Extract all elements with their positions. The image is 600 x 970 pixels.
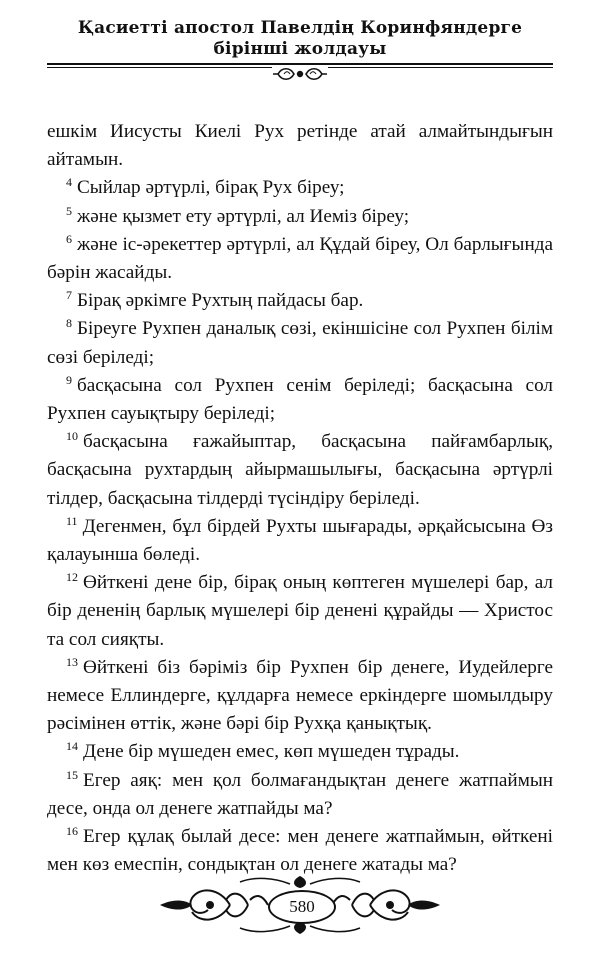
verse <box>47 738 553 766</box>
verse-text: Егер аяқ: мен қол болмағандықтан денеге жатпаймын десе, онда ол денеге жатпайды ма? <box>47 769 553 819</box>
verse <box>47 569 553 654</box>
verse-number: 9 <box>66 372 72 387</box>
verse <box>47 654 553 739</box>
verse <box>47 372 553 428</box>
verse-text: және қызмет ету әртүрлі, ал Иеміз біреу; <box>77 205 410 227</box>
verse-number: 12 <box>66 570 78 585</box>
verse-text: Егер құлақ былай десе: мен денеге жатпаймын, өйткені мен көз емеспін, сондықтан ол денеге жатады ма? <box>47 826 553 876</box>
verse-text: басқасына сол Рухпен сенім беріледі; басқасына сол Рухпен сауықтыру беріледі; <box>47 374 553 425</box>
verse-number: 11 <box>66 513 78 528</box>
continuation-paragraph: ешкім Иисусты Киелі Рух ретінде атай алмайтындығын айтамын. <box>47 121 553 171</box>
verse-number: 15 <box>66 767 78 782</box>
verse-number: 6 <box>66 231 72 246</box>
verse-text: басқасына ғажайыптар, басқасына пайғамбарлық, басқасына рухтардың айырмашылығы, басқасына әртүрлі тілдер, басқасына тілдерді түсіндіру беріледі. <box>47 431 553 509</box>
page-number: 580 <box>268 890 336 924</box>
page-footer <box>0 870 600 940</box>
header-ornament-icon <box>272 65 328 83</box>
verse <box>47 428 553 513</box>
verse-text: Дене бір мүшеден емес, көп мүшеден тұрады. <box>83 741 460 763</box>
verse <box>47 315 553 371</box>
verse-text: Өйткені дене бір, бірақ оның көптеген мүшелері бар, ал бір дененің барлық мүшелері бір денені құрайды — Христос та сол сияқты. <box>47 572 553 650</box>
verse-number: 7 <box>66 288 72 303</box>
verse-text: Сыйлар әртүрлі, бірақ Рух біреу; <box>77 177 345 199</box>
verse <box>47 174 553 202</box>
verse-number: 8 <box>66 316 72 331</box>
verse-number: 14 <box>66 739 78 754</box>
scripture-body <box>47 118 553 879</box>
header-title-line1: Қасиетті апостол Павелдің Коринфяндерге <box>77 18 523 38</box>
verse-text: және іс-әрекеттер әртүрлі, ал Құдай біреу, Ол барлығында бәрін жасайды. <box>47 233 553 284</box>
verse <box>47 203 553 231</box>
verse-text: Бірақ әркімге Рухтың пайдасы бар. <box>77 290 364 312</box>
verse-text: Дегенмен, бұл бірдей Рухты шығарады, әрқайсысына Өз қалауынша бөледі. <box>47 515 553 566</box>
verse <box>47 231 553 287</box>
verse-number: 4 <box>66 175 72 190</box>
verse-number: 10 <box>66 429 78 444</box>
verse-text: Біреуге Рухпен даналық сөзі, екіншісіне сол Рухпен білім сөзі беріледі; <box>47 318 553 368</box>
verse-number: 13 <box>66 654 78 669</box>
verse-number: 16 <box>66 824 78 839</box>
verse-number: 5 <box>66 203 72 218</box>
header-title-line2: бірінші жолдауы <box>213 39 387 59</box>
verse <box>47 767 553 823</box>
verse <box>47 513 553 569</box>
verse-text: Өйткені біз бәріміз бір Рухпен бір денеге, Иудейлерге немесе Еллиндерге, құлдарға немесе еркіндерге шомылдыру рәсімінен өттік, және бәрі бір Рухқа қанықтық. <box>47 656 553 735</box>
running-header <box>0 18 600 60</box>
verse <box>47 287 553 315</box>
